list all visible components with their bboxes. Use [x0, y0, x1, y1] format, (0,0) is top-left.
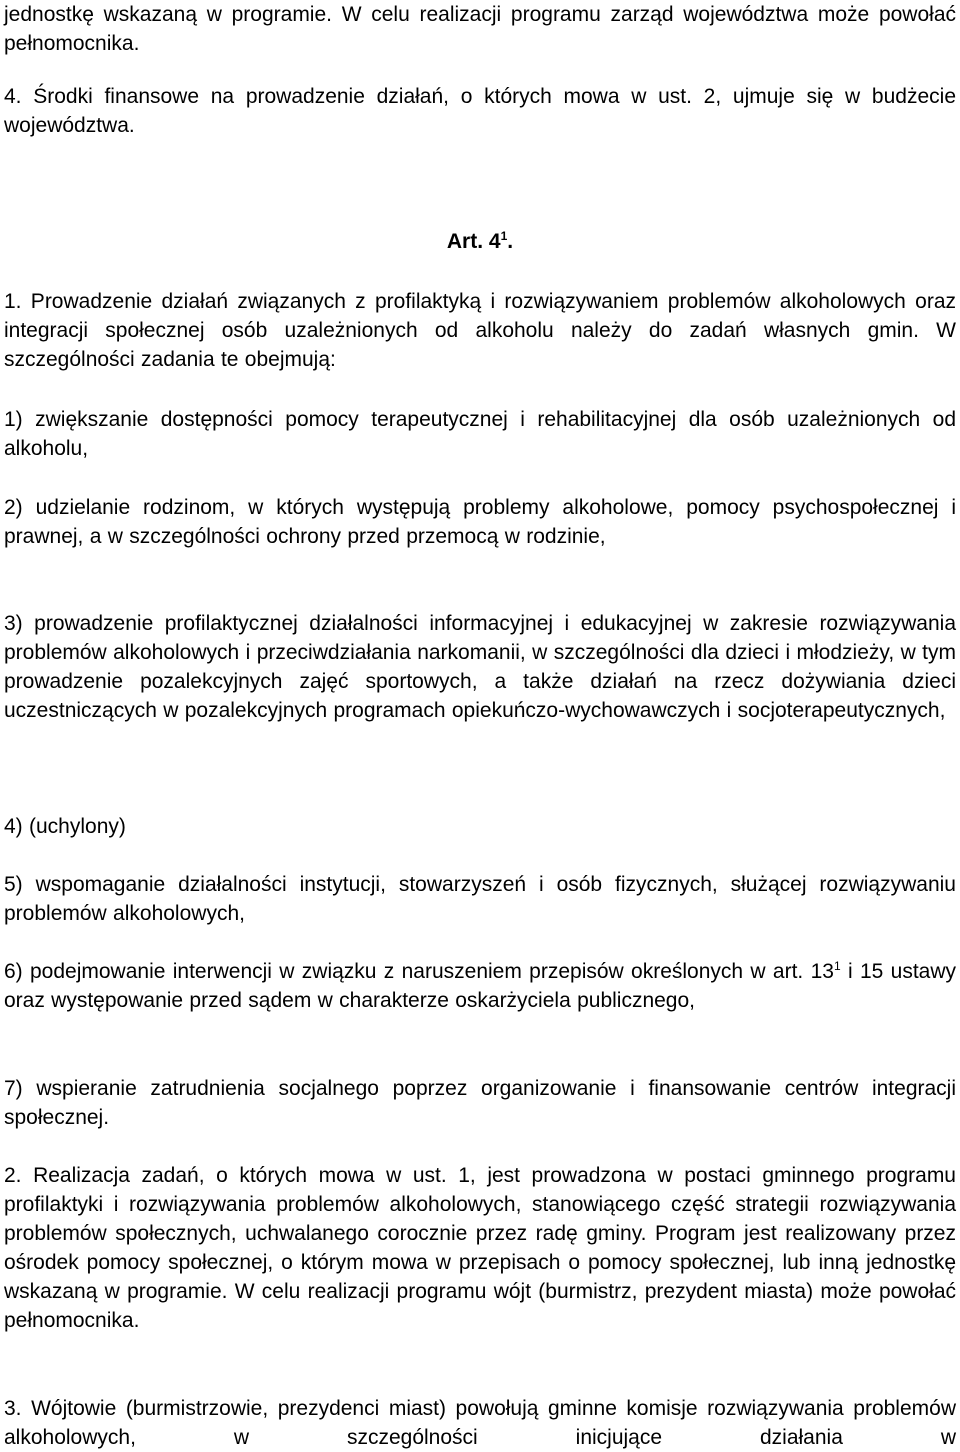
article-title-dot: .	[507, 230, 514, 253]
list-item-6-superscript: 1	[833, 959, 841, 973]
article-paragraph-1: 1. Prowadzenie działań związanych z profilaktyką i rozwiązywaniem problemów alkoholowych oraz integracji społecznej osób uzależnionych od alkoholu należy do zadań własnych gmin. W szczególności zadania te obejmują:	[4, 290, 956, 371]
article-title-superscript: 1	[500, 229, 508, 243]
article-paragraph-3: 3. Wójtowie (burmistrzowie, prezydenci miast) powołują gminne komisje rozwiązywania problemów alkoholowych, w szczególności inicjujące działania w	[4, 1397, 956, 1449]
list-item-5: 5) wspomaganie działalności instytucji, stowarzyszeń i osób fizycznych, służącej rozwiązywaniu problemów alkoholowych,	[4, 873, 956, 925]
list-item-2: 2) udzielanie rodzinom, w których występują problemy alkoholowe, pomocy psychospołecznej i prawnej, a w szczególności ochrony przed przemocą w rodzinie,	[4, 496, 956, 548]
list-item-7: 7) wspieranie zatrudnienia socjalnego poprzez organizowanie i finansowanie centrów integracji społecznej.	[4, 1077, 956, 1129]
list-item-6-text-a: 6) podejmowanie interwencji w związku z naruszeniem przepisów określonych w art. 13	[4, 960, 834, 983]
article-title-text: Art. 4	[446, 230, 501, 253]
paragraph-top: jednostkę wskazaną w programie. W celu realizacji programu zarząd województwa może powołać pełnomocnika.	[4, 3, 956, 55]
list-item-6-text-b: i 15 ustawy oraz występowanie przed sądem w charakterze oskarżyciela publicznego,	[4, 960, 957, 1012]
list-item-4: 4) (uchylony)	[4, 815, 126, 838]
paragraph-4: 4. Środki finansowe na prowadzenie działań, o których mowa w ust. 2, ujmuje się w budżecie województwa.	[4, 85, 956, 137]
list-item-6	[4, 957, 956, 1015]
list-item-1: 1) zwiększanie dostępności pomocy terapeutycznej i rehabilitacyjnej dla osób uzależnionych od alkoholu,	[4, 408, 956, 460]
article-title	[4, 227, 956, 256]
article-paragraph-2: 2. Realizacja zadań, o których mowa w ust. 1, jest prowadzona w postaci gminnego programu profilaktyki i rozwiązywania problemów alkoholowych, stanowiącego część strategii rozwiązywania problemów społecznych, uchwalanego corocznie przez radę gminy. Program jest realizowany przez ośrodek pomocy społecznej, o którym mowa w przepisach o pomocy społecznej, lub inną jednostkę wskazaną w programie. W celu realizacji programu wójt (burmistrz, prezydent miasta) może powołać pełnomocnika.	[4, 1164, 956, 1332]
list-item-3: 3) prowadzenie profilaktycznej działalności informacyjnej i edukacyjnej w zakresie rozwiązywania problemów alkoholowych i przeciwdziałania narkomanii, w szczególności dla dzieci i młodzieży, w tym prowadzenie pozalekcyjnych zajęć sportowych, a także działań na rzecz dożywiania dzieci uczestniczących w pozalekcyjnych programach opiekuńczo-wychowawczych i socjoterapeutycznych,	[4, 612, 956, 722]
